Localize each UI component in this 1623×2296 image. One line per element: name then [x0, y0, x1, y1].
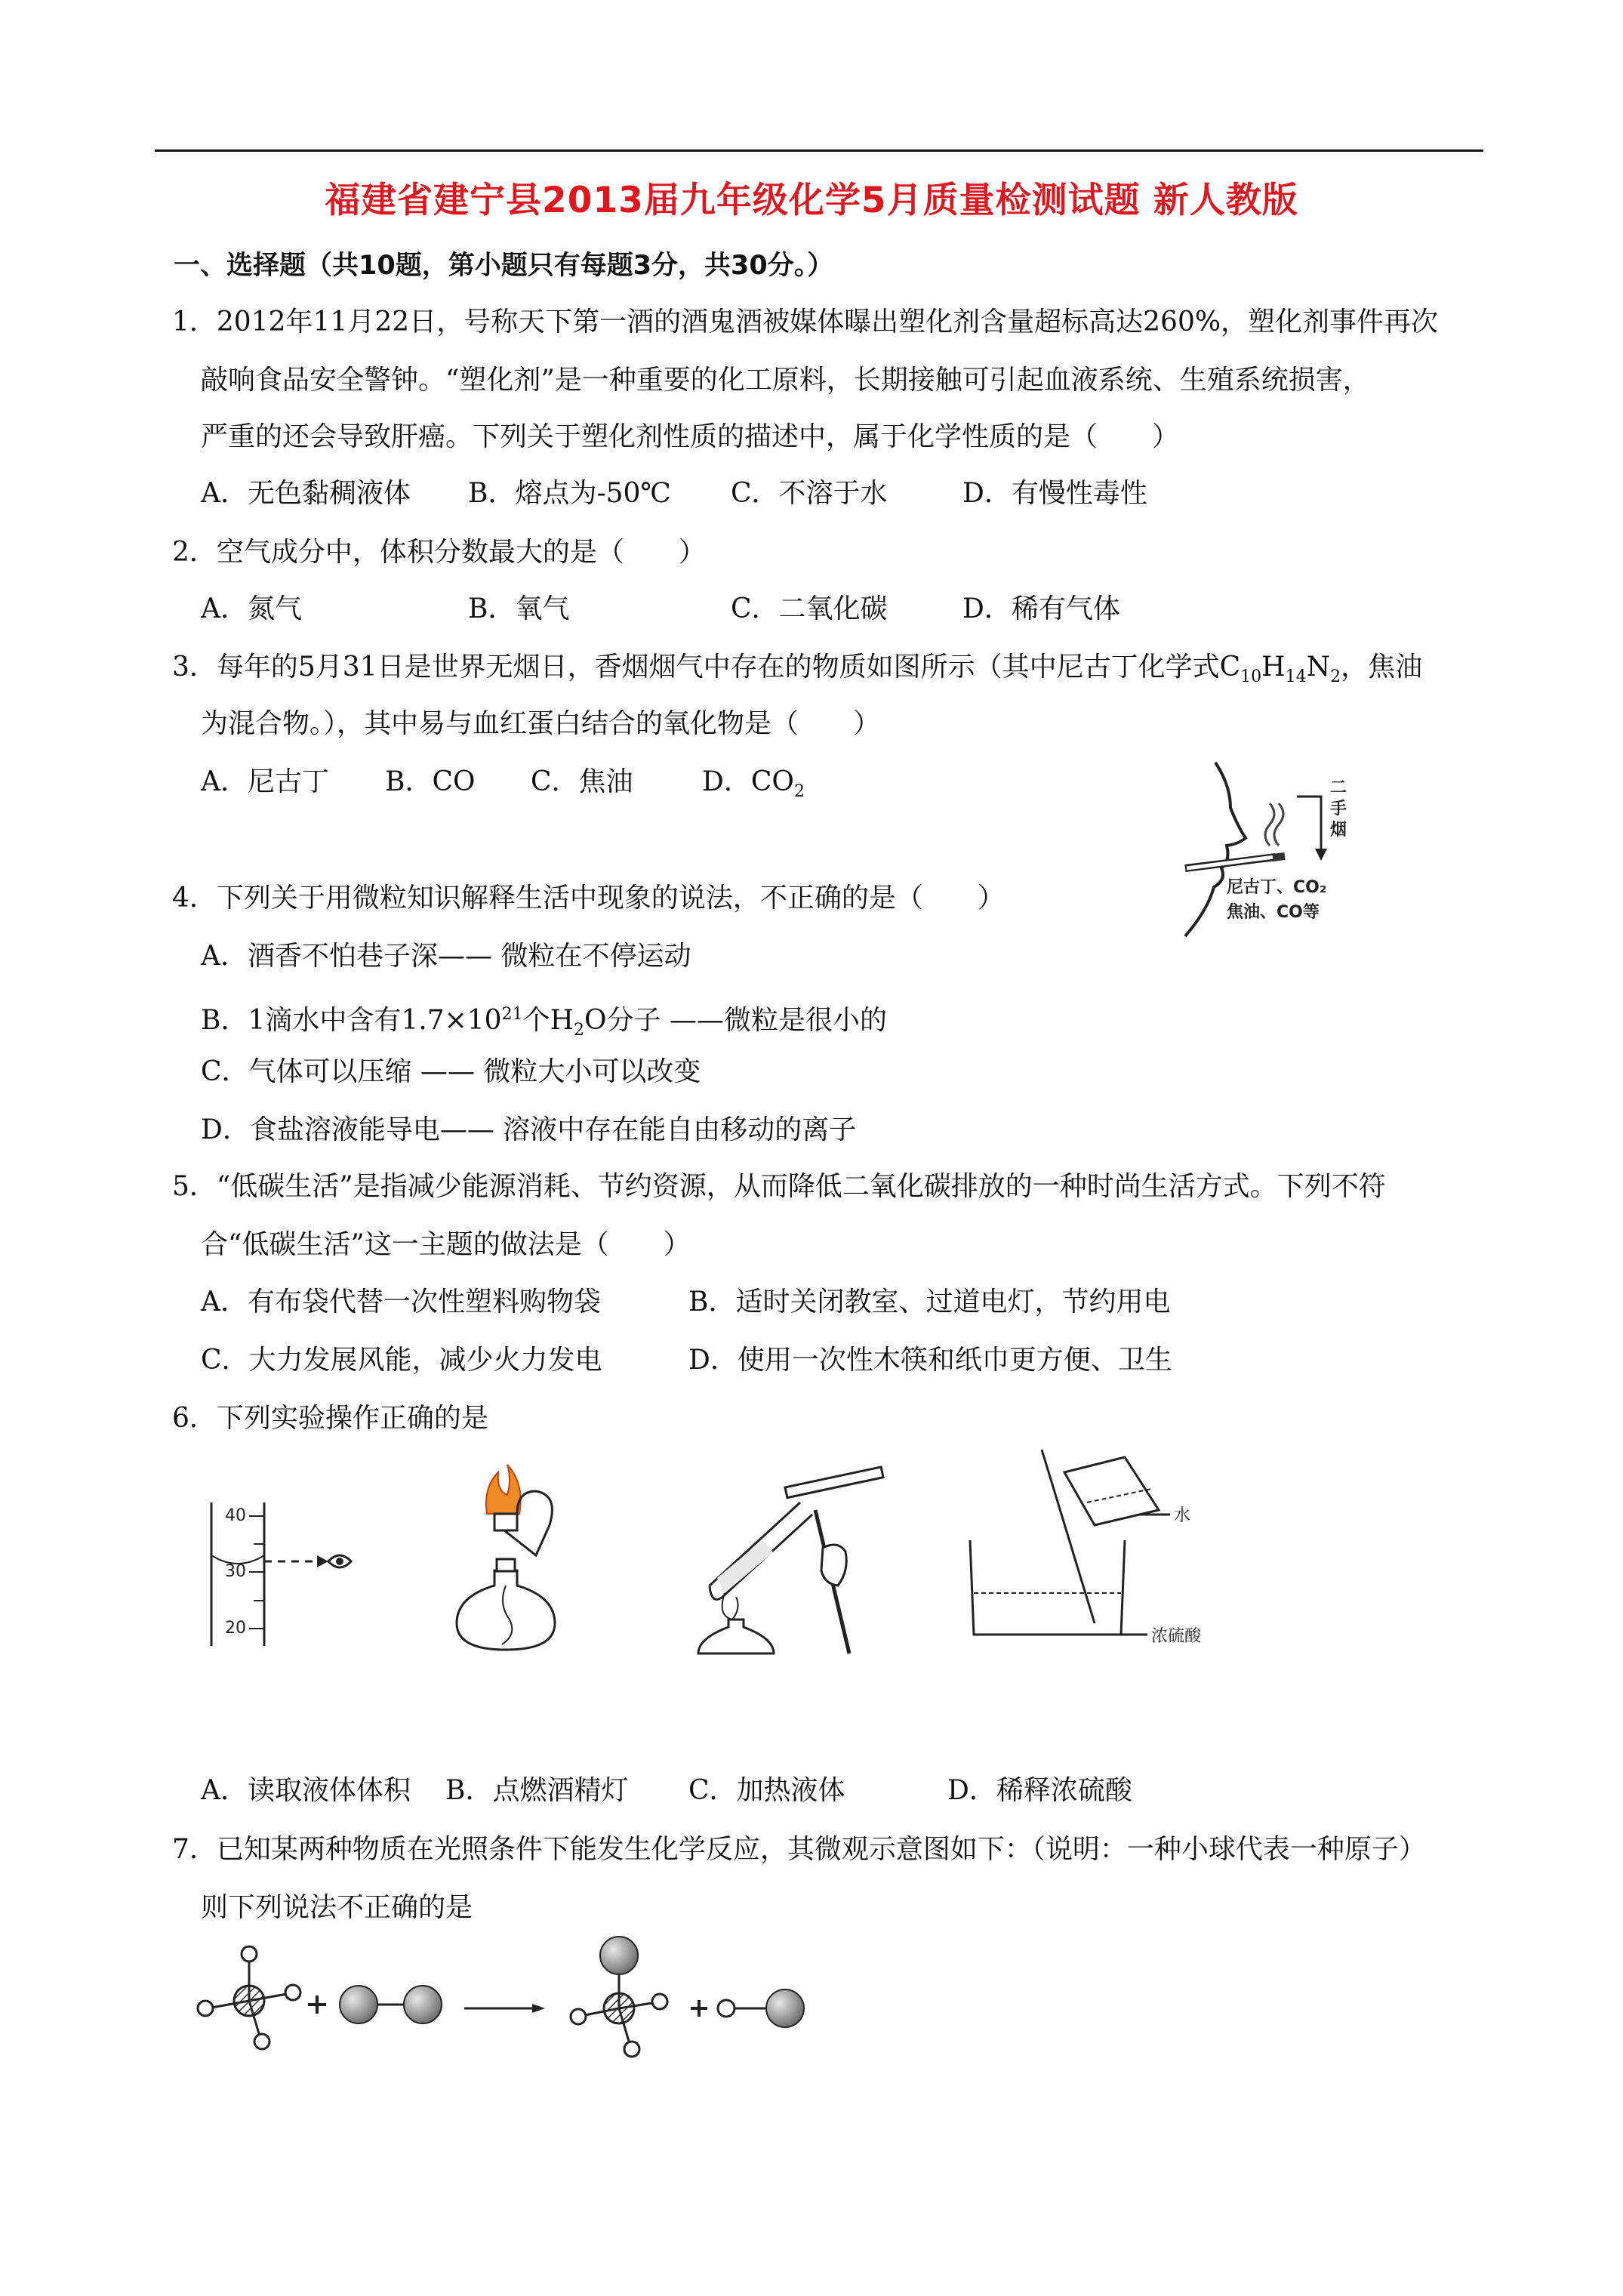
q3-text-end: ，焦油 — [1341, 652, 1423, 683]
q4-b-sub: 2 — [574, 1021, 584, 1040]
hcl-hydrogen-atom — [718, 2000, 735, 2017]
q6-option-d: D．稀释浓硫酸 — [947, 1775, 1132, 1806]
lamp-flame — [722, 1593, 738, 1620]
burner-wick-top — [494, 1514, 517, 1530]
q2-option-d: D．稀有气体 — [962, 593, 1120, 624]
test-tube-bottom — [710, 1586, 722, 1599]
product-hydrogen-2 — [652, 1994, 667, 2009]
q4-option-a: A．酒香不怕巷子深—— 微粒在不停运动 — [201, 941, 691, 972]
q3-text: 3．每年的5月31日是世界无烟日，香烟烟气中存在的物质如图所示（其中尼古丁化学式C — [172, 652, 1241, 683]
hand-icon — [821, 1545, 846, 1586]
q4-option-b — [201, 998, 887, 1047]
tick-label-20: 20 — [225, 1619, 246, 1638]
reaction-arrow-head — [532, 2004, 545, 2013]
cigarette-inner — [1187, 857, 1274, 868]
q5-option-b: B．适时关闭教室、过道电灯，节约用电 — [688, 1287, 1171, 1318]
label-shou: 手 — [1330, 800, 1347, 818]
q3-n: N — [1306, 652, 1331, 683]
q4-b-sup: 21 — [501, 1005, 523, 1024]
tick-label-30: 30 — [225, 1562, 246, 1581]
q3-line2: 为混合物。），其中易与血红蛋白结合的氧化物是（ ） — [201, 708, 881, 739]
label-nicotine: 尼古丁、CO₂ — [1227, 878, 1327, 897]
test-tube-holder — [785, 1467, 883, 1498]
q6-option-b: B．点燃酒精灯 — [445, 1775, 629, 1806]
tick-label-40: 40 — [225, 1506, 246, 1525]
figure-heat-liquid — [694, 1457, 906, 1669]
q1-option-b: B．熔点为-50℃ — [468, 478, 671, 509]
smoke-wisp-2 — [1274, 803, 1283, 846]
q2-option-b: B．氧气 — [468, 593, 570, 624]
q4-b-mid: 个H — [522, 1005, 574, 1036]
section-heading: 一、选择题（共10题，第小题只有每题3分，共30分。） — [174, 251, 834, 281]
q7-line1: 7．已知某两种物质在光照条件下能发生化学反应，其微观示意图如下：（说明：一种小球代表一种原子） — [172, 1834, 1426, 1865]
q3-d-sub: 2 — [793, 782, 805, 802]
q3-option-c: C．焦油 — [531, 766, 633, 797]
figure-light-lamp — [423, 1442, 619, 1661]
q6-option-a: A．读取液体体积 — [201, 1775, 411, 1806]
q4-option-c: C．气体可以压缩 —— 微粒大小可以改变 — [201, 1056, 701, 1087]
figure-dilute-acid — [944, 1442, 1215, 1661]
q5-option-c: C．大力发展风能，减少火力发电 — [201, 1345, 602, 1376]
chlorine-atom-1 — [340, 1986, 377, 2023]
q4-option-d: D．食盐溶液能导电—— 溶液中存在能自由移动的离子 — [201, 1114, 857, 1145]
q3-option-d — [702, 766, 805, 809]
q7-line2: 则下列说法不正确的是 — [201, 1892, 473, 1923]
smoke-wisp-1 — [1265, 803, 1274, 846]
q5-line1: 5．“低碳生活”是指减少能源消耗、节约资源，从而降低二氧化碳排放的一种时尚生活方式。下列不符 — [172, 1171, 1386, 1202]
hydrogen-atom-3 — [285, 1985, 300, 2000]
eye-pupil — [336, 1558, 343, 1565]
q3-sub2: 14 — [1285, 667, 1307, 687]
acid-label: 浓硫酸 — [1151, 1627, 1202, 1646]
q5-line2: 合“低碳生活”这一主题的做法是（ ） — [201, 1229, 691, 1260]
q5-option-a: A．有布袋代替一次性塑料购物袋 — [201, 1287, 601, 1318]
q3-option-b: B．CO — [385, 766, 476, 797]
q3-sub1: 10 — [1240, 667, 1262, 687]
label-er: 二 — [1330, 778, 1347, 797]
smoke-arrow — [1297, 797, 1321, 852]
q3-sub3: 2 — [1330, 667, 1341, 687]
hydrogen-atom-4 — [254, 2034, 269, 2049]
chlorine-atom-2 — [404, 1986, 442, 2023]
q2-option-c: C．二氧化碳 — [731, 593, 888, 624]
hcl-chlorine-atom — [766, 1989, 804, 2027]
q3-option-a: A．尼古丁 — [201, 766, 329, 797]
product-hydrogen-3 — [624, 2042, 639, 2057]
figure-read-volume — [196, 1502, 377, 1653]
q2-option-a: A．氮气 — [201, 593, 302, 624]
q1-line3: 严重的还会导致肝癌。下列关于塑化剂性质的描述中，属于化学性质的是（ ） — [201, 421, 1180, 452]
alcohol-lamp — [698, 1620, 774, 1653]
header-rule — [155, 149, 1483, 152]
reaction-diagram — [189, 1933, 830, 2069]
q3-d-text: D．CO — [702, 766, 794, 797]
q6-line1: 6．下列实验操作正确的是 — [172, 1403, 488, 1434]
sight-arrow — [317, 1555, 328, 1567]
q1-option-a: A．无色黏稠液体 — [201, 478, 411, 509]
flame-icon — [486, 1465, 521, 1514]
q4-b-text: B．1滴水中含有1.7×10 — [201, 1005, 502, 1036]
q1-option-d: D．有慢性毒性 — [962, 478, 1147, 509]
q1-line2: 敲响食品安全警钟。“塑化剂”是一种重要的化工原料，长期接触可引起血液系统、生殖系统损害， — [201, 365, 1370, 396]
q5-option-d: D．使用一次性木筷和纸巾更方便、卫生 — [688, 1345, 1172, 1376]
cigarette-tip — [1273, 856, 1285, 858]
q1-option-c: C．不溶于水 — [731, 478, 888, 509]
q1-line1: 1．2012年11月22日，号称天下第一酒的酒鬼酒被媒体曝出塑化剂含量超标高达260%，塑化剂事件再次 — [172, 307, 1439, 337]
liquid — [717, 1540, 773, 1593]
q6-option-c: C．加热液体 — [688, 1775, 845, 1806]
hydrogen-atom-2 — [198, 2001, 213, 2016]
label-tar: 焦油、CO等 — [1227, 903, 1320, 922]
q3-h: H — [1261, 652, 1286, 683]
alcohol-lamp-body — [457, 1570, 555, 1650]
label-yan: 烟 — [1330, 821, 1347, 840]
q4-line1: 4．下列关于用微粒知识解释生活中现象的说法，不正确的是（ ） — [172, 883, 1005, 914]
page-title: 福建省建宁县2013届九年级化学5月质量检测试题 新人教版 — [325, 180, 1298, 221]
hydrogen-atom-1 — [242, 1946, 257, 1962]
q3-line1 — [172, 651, 1422, 694]
q2-line1: 2．空气成分中，体积分数最大的是（ ） — [172, 537, 706, 568]
carbon-atom — [234, 1986, 264, 2016]
arrow-head — [1315, 849, 1327, 861]
receiving-beaker — [970, 1540, 1125, 1635]
q4-b-end: O分子 ——微粒是很小的 — [584, 1005, 887, 1036]
water-label: 水 — [1174, 1506, 1191, 1525]
lamp-neck — [497, 1559, 515, 1571]
product-hydrogen-1 — [571, 2009, 586, 2024]
smoking-figure — [1125, 755, 1374, 944]
product-chlorine-atom — [600, 1937, 638, 1974]
product-carbon-atom — [604, 1993, 634, 2023]
